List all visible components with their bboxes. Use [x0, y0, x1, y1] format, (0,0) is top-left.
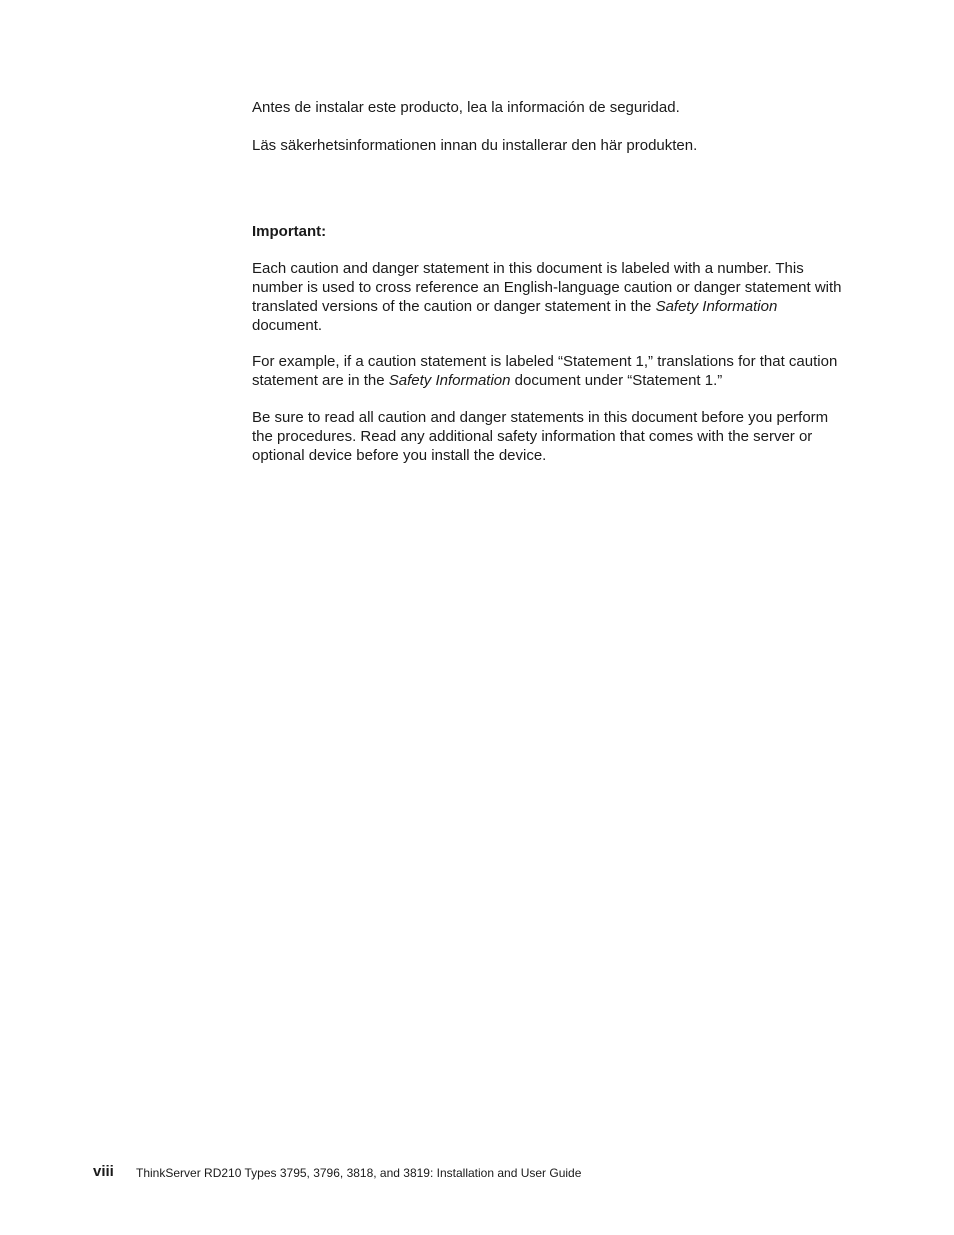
safety-notice-swedish: Läs säkerhetsinformationen innan du installerar den här produkten. — [252, 137, 698, 154]
important-heading: Important: — [252, 223, 327, 240]
para1-text-after: document. — [252, 317, 323, 334]
page-number: viii — [93, 1163, 114, 1180]
statement-numbering-paragraph — [252, 259, 842, 335]
para1-book-title: Safety Information — [655, 298, 778, 315]
para2-text-after: document under “Statement 1.” — [510, 372, 723, 389]
footer-book-title: ThinkServer RD210 Types 3795, 3796, 3818, and 3819: Installation and User Guide — [136, 1166, 582, 1180]
para1-text-before: Each caution and danger statement in this document is labeled with a number. This number is used to cross reference an English-language caution or danger statement with translated versions of the caution or danger statement in the — [252, 260, 842, 315]
safety-notice-spanish: Antes de instalar este producto, lea la información de seguridad. — [252, 99, 680, 116]
read-statements-paragraph: Be sure to read all caution and danger statements in this document before you perform the procedures. Read any additional safety information that comes with the server or optional device before you install the device. — [252, 409, 829, 464]
para2-book-title: Safety Information — [388, 372, 511, 389]
statement-example-paragraph — [252, 352, 842, 390]
para2-text-before: For example, if a caution statement is labeled “Statement 1,” translations for that caution statement are in the — [252, 353, 838, 389]
page-footer — [93, 1162, 893, 1182]
